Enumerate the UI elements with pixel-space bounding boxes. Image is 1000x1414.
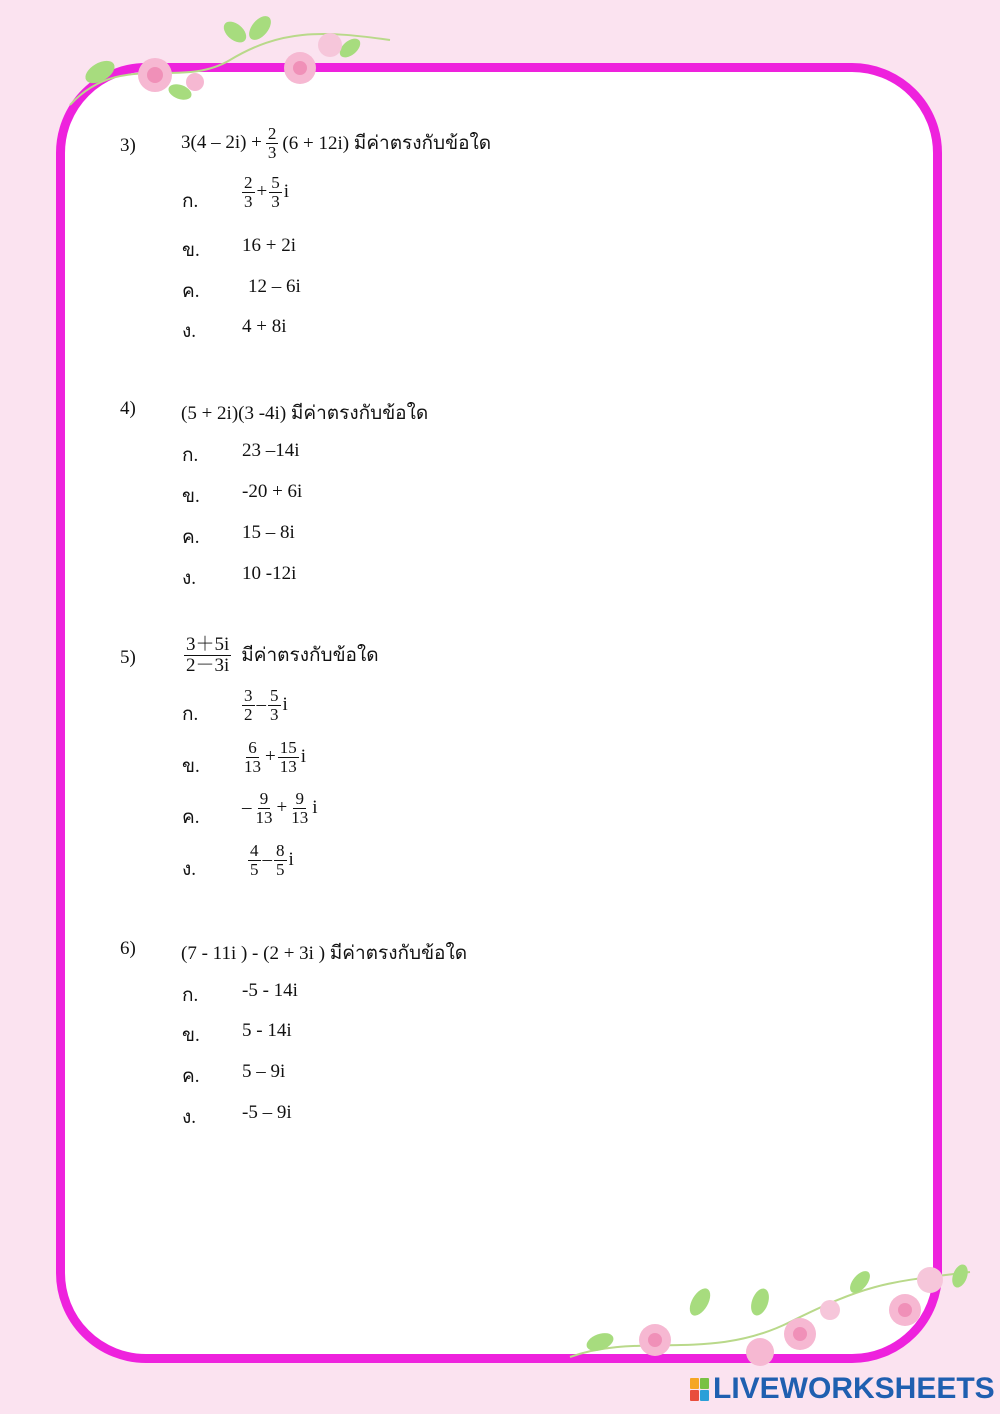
option-value: 23 –14i: [242, 440, 300, 461]
option-value: 16 + 2i: [242, 235, 296, 256]
option-value: 12 – 6i: [248, 276, 301, 297]
option-value: 15 – 8i: [242, 522, 295, 543]
option-value: $\frac{6}{13}$ + $\frac{15}{13}$ i: [244, 738, 306, 776]
option-value: 5 - 14i: [242, 1020, 292, 1041]
option-value: 5 – 9i: [242, 1061, 286, 1082]
question-number: 5): [120, 647, 136, 668]
option-value: -5 - 14i: [242, 980, 298, 1001]
question-stem: (7 - 11i ) - (2 + 3i ) มีค่าตรงกับข้อใด: [181, 943, 468, 964]
option-value: -20 + 6i: [242, 481, 303, 502]
question-number: 4): [120, 398, 136, 419]
question-number: 6): [120, 938, 136, 959]
question-stem: $\frac{3+5i}{2-3i}$ มีค่าตรงกับข้อใด: [186, 634, 379, 676]
option-value: $\frac{3}{2}$ – $\frac{5}{3}$ i: [244, 686, 288, 724]
option-value: -5 – 9i: [242, 1102, 292, 1123]
option-value: 4 + 8i: [242, 316, 287, 337]
option-value: $\frac{2}{3}$ + $\frac{5}{3}$ i: [244, 173, 289, 211]
liveworksheets-brand[interactable]: [690, 1372, 995, 1406]
question-stem: (5 + 2i)(3 -4i) มีค่าตรงกับข้อใด: [181, 403, 429, 424]
option-value: 10 -12i: [242, 563, 297, 584]
question-number: 3): [120, 135, 136, 156]
option-value: – $\frac{9}{13}$ + $\frac{9}{13}$ i: [242, 789, 318, 827]
brand-name: LIVEWORKSHEETS: [713, 1372, 995, 1405]
question-stem: 3(4 – 2i) + $\frac{2}{3}$ (6 + 12i) มีค่าตรงกับข้อใด: [181, 124, 492, 162]
liveworksheets-logo-icon: [690, 1378, 709, 1401]
rose-vine-top-left: [60, 10, 400, 120]
rose-vine-bottom-right: [560, 1262, 980, 1372]
option-value: $\frac{4}{5}$ – $\frac{8}{5}$ i: [250, 841, 294, 879]
